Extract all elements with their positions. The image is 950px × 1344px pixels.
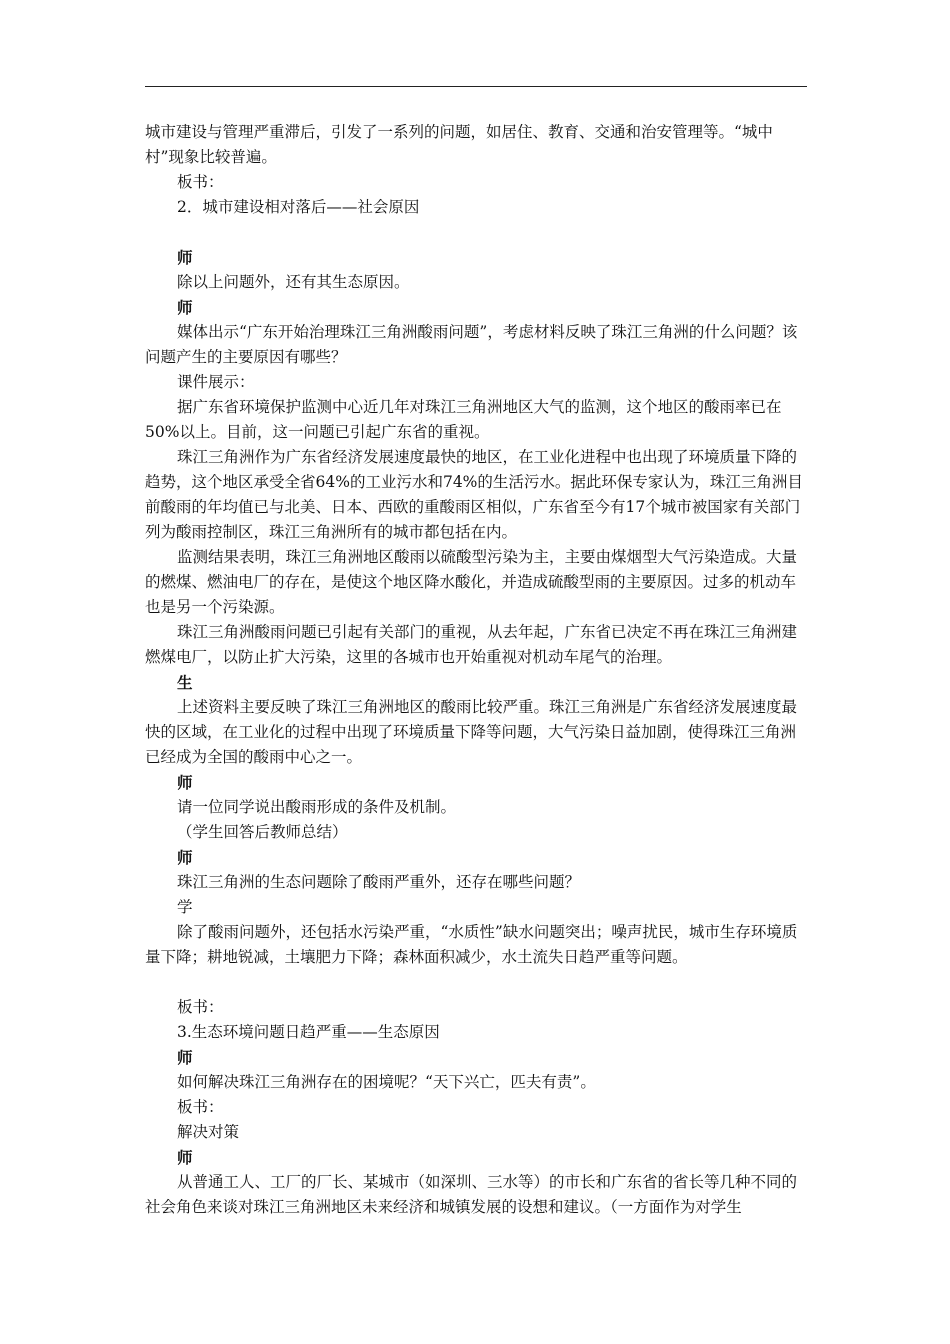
paragraph: 从普通工人、工厂的厂长、某城市（如深圳、三水等）的市长和广东省的省长等几种不同的社会角色来谈对珠江三角洲地区未来经济和城镇发展的设想和建议。（一方面作为对学生 [145, 1173, 798, 1216]
board-note: 板书： [177, 998, 224, 1016]
speaker-label: 生 [177, 673, 193, 692]
paragraph: 珠江三角洲酸雨问题已引起有关部门的重视，从去年起，广东省已决定不再在珠江三角洲建燃煤电厂，以防止扩大污染，这里的各城市也开始重视对机动车尾气的治理。 [145, 623, 798, 666]
paragraph: 监测结果表明，珠江三角洲地区酸雨以硫酸型污染为主，主要由煤烟型大气污染造成。大量的燃煤、燃油电厂的存在，是使这个地区降水酸化，并造成硫酸型雨的主要原因。过多的机动车也是另一个污染源。 [145, 548, 798, 616]
board-note: （学生回答后教师总结） [177, 823, 348, 841]
speaker-label: 师 [177, 848, 193, 867]
blank-line [145, 970, 807, 995]
speaker-label: 师 [177, 773, 193, 792]
speaker-label: 师 [177, 298, 193, 317]
document-body [145, 120, 807, 1220]
speaker-label: 师 [177, 1148, 193, 1167]
board-note: 解决对策 [177, 1123, 240, 1141]
paragraph: 珠江三角洲作为广东省经济发展速度最快的地区，在工业化进程中也出现了环境质量下降的趋势，这个地区承受全省64%的工业污水和74%的生活污水。据此环保专家认为，珠江三角洲目前酸雨的年均值已与北美、日本、西欧的重酸雨区相似，广东省至今有17个城市被国家有关部门列为酸雨控制区，珠江三角洲所有的城市都包括在内。 [145, 448, 803, 541]
paragraph: 据广东省环境保护监测中心近几年对珠江三角洲地区大气的监测，这个地区的酸雨率已在50%以上。目前，这一问题已引起广东省的重视。 [145, 398, 782, 441]
paragraph: 如何解决珠江三角洲存在的困境呢？“天下兴亡，匹夫有责”。 [177, 1073, 596, 1091]
speaker-label: 师 [177, 1048, 193, 1067]
paragraph: 请一位同学说出酸雨形成的条件及机制。 [177, 798, 457, 816]
board-note: 2．城市建设相对落后——社会原因 [177, 198, 420, 216]
speaker-label: 师 [177, 248, 193, 267]
blank-line [145, 220, 807, 245]
board-note: 板书： [177, 173, 224, 191]
paragraph: 除以上问题外，还有其生态原因。 [177, 273, 410, 291]
paragraph: 除了酸雨问题外，还包括水污染严重，“水质性”缺水问题突出；噪声扰民，城市生存环境质量下降；耕地锐减，土壤肥力下降；森林面积减少，水土流失日趋严重等问题。 [145, 923, 798, 966]
paragraph: 城市建设与管理严重滞后，引发了一系列的问题，如居住、教育、交通和治安管理等。“城中村”现象比较普遍。 [145, 123, 773, 166]
board-note: 板书： [177, 1098, 224, 1116]
board-note: 3.生态环境问题日趋严重——生态原因 [177, 1023, 440, 1041]
board-note: 课件展示： [177, 373, 255, 391]
paragraph: 上述资料主要反映了珠江三角洲地区的酸雨比较严重。珠江三角洲是广东省经济发展速度最快的区域，在工业化的过程中出现了环境质量下降等问题，大气污染日益加剧，使得珠江三角洲已经成为全国的酸雨中心之一。 [145, 698, 798, 766]
paragraph: 媒体出示“广东开始治理珠江三角洲酸雨问题”，考虑材料反映了珠江三角洲的什么问题？该问题产生的主要原因有哪些？ [145, 323, 798, 366]
paragraph: 珠江三角洲的生态问题除了酸雨严重外，还存在哪些问题？ [177, 873, 581, 891]
board-note: 学 [177, 898, 193, 916]
header-rule [145, 86, 807, 87]
